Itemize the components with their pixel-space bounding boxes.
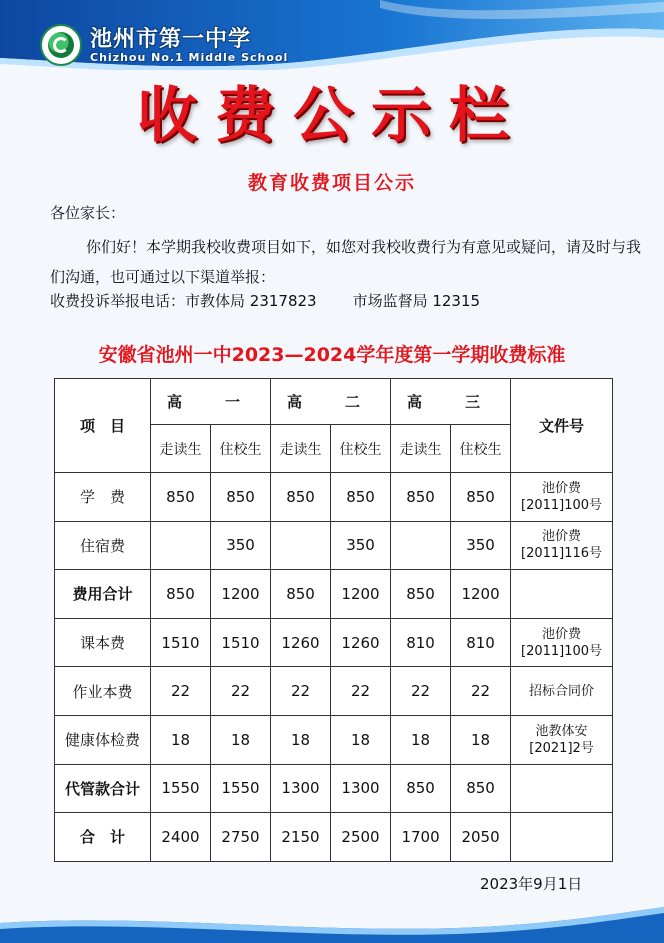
fee-cell: 850 [451,764,511,813]
row-label: 课本费 [55,618,151,667]
fee-cell: 22 [211,667,271,716]
doc-number-cell: 招标合同价 [511,667,613,716]
table-row [55,521,613,570]
fee-cell [391,521,451,570]
header-sub: 住校生 [331,425,391,473]
header-doc: 文件号 [511,379,613,473]
fee-cell: 850 [391,570,451,619]
header-sub: 走读生 [271,425,331,473]
fee-cell: 850 [151,570,211,619]
notice-date: 2023年9月1日 [480,875,583,893]
table-row [55,618,613,667]
row-label: 住宿费 [55,521,151,570]
header-sub: 走读生 [391,425,451,473]
fee-cell: 2400 [151,813,211,862]
header-grade-1: 高 一 [151,379,271,425]
fee-cell: 2050 [451,813,511,862]
fee-cell: 810 [391,618,451,667]
fee-cell: 1200 [211,570,271,619]
header-grade-2: 高 二 [271,379,391,425]
fee-cell: 18 [451,715,511,764]
fee-cell: 1510 [211,618,271,667]
fee-cell: 850 [391,764,451,813]
fee-cell: 850 [331,473,391,522]
row-label: 学 费 [55,473,151,522]
row-label: 费用合计 [55,570,151,619]
fee-cell: 1550 [151,764,211,813]
fee-cell: 2500 [331,813,391,862]
doc-number-cell: 池价费[2011]100号 [511,618,613,667]
fee-table [54,378,613,862]
page-banner: 收费公示栏 [137,81,527,151]
fee-cell: 350 [451,521,511,570]
page-subtitle: 教育收费项目公示 [247,172,416,194]
fee-cell: 18 [151,715,211,764]
hotline-education: 收费投诉举报电话：市教体局 2317823 [50,292,317,310]
doc-number-cell [511,764,613,813]
notice-hotline [50,290,650,312]
fee-cell: 22 [451,667,511,716]
header-grade-3: 高 三 [391,379,511,425]
doc-number-cell: 池价费[2011]100号 [511,473,613,522]
doc-number-cell: 池教体安[2021]2号 [511,715,613,764]
fee-cell: 22 [391,667,451,716]
fee-cell: 850 [451,473,511,522]
header-sub: 走读生 [151,425,211,473]
header-sub: 住校生 [451,425,511,473]
fee-cell: 2750 [211,813,271,862]
school-name-cn: 池州市第一中学 [90,25,252,52]
fee-cell: 350 [211,521,271,570]
row-label: 健康体检费 [55,715,151,764]
fee-cell: 850 [151,473,211,522]
fee-cell: 1510 [151,618,211,667]
header-item: 项 目 [55,379,151,473]
fee-cell: 350 [331,521,391,570]
school-logo [40,22,288,68]
table-row [55,764,613,813]
fee-cell: 22 [151,667,211,716]
row-label: 代管款合计 [55,764,151,813]
fee-cell: 1550 [211,764,271,813]
fee-cell: 1200 [451,570,511,619]
fee-cell: 850 [391,473,451,522]
fee-cell: 1700 [391,813,451,862]
hotline-market: 市场监督局 12315 [352,292,481,310]
fee-cell: 18 [211,715,271,764]
fee-cell: 2150 [271,813,331,862]
doc-number-cell [511,813,613,862]
fee-cell: 18 [391,715,451,764]
school-name-en: Chizhou No.1 Middle School [90,50,289,64]
doc-number-cell: 池价费[2011]116号 [511,521,613,570]
header-sub: 住校生 [211,425,271,473]
fee-cell: 1200 [331,570,391,619]
notice-body: 你们好！本学期我校收费项目如下，如您对我校收费行为有意见或疑问，请及时与我们沟通，也可通过以下渠道举报： [50,238,642,286]
fee-cell: 22 [271,667,331,716]
fee-cell: 1260 [331,618,391,667]
fee-cell: 18 [331,715,391,764]
fee-cell: 850 [211,473,271,522]
table-row [55,667,613,716]
fee-cell: 850 [271,473,331,522]
table-row [55,813,613,862]
table-row [55,473,613,522]
fee-cell: 1300 [331,764,391,813]
notice-salutation: 各位家长： [50,204,126,222]
fee-cell: 810 [451,618,511,667]
table-header-row [55,379,613,425]
school-emblem-icon [40,24,82,66]
fee-cell: 22 [331,667,391,716]
table-row [55,570,613,619]
row-label: 作业本费 [55,667,151,716]
table-title: 安徽省池州一中2023—2024学年度第一学期收费标准 [98,344,566,366]
table-row [55,715,613,764]
fee-cell [271,521,331,570]
fee-cell: 1260 [271,618,331,667]
fee-cell: 850 [271,570,331,619]
fee-cell: 18 [271,715,331,764]
fee-cell: 1300 [271,764,331,813]
bottom-decorative-band [0,883,664,943]
doc-number-cell [511,570,613,619]
row-label: 合 计 [55,813,151,862]
fee-cell [151,521,211,570]
